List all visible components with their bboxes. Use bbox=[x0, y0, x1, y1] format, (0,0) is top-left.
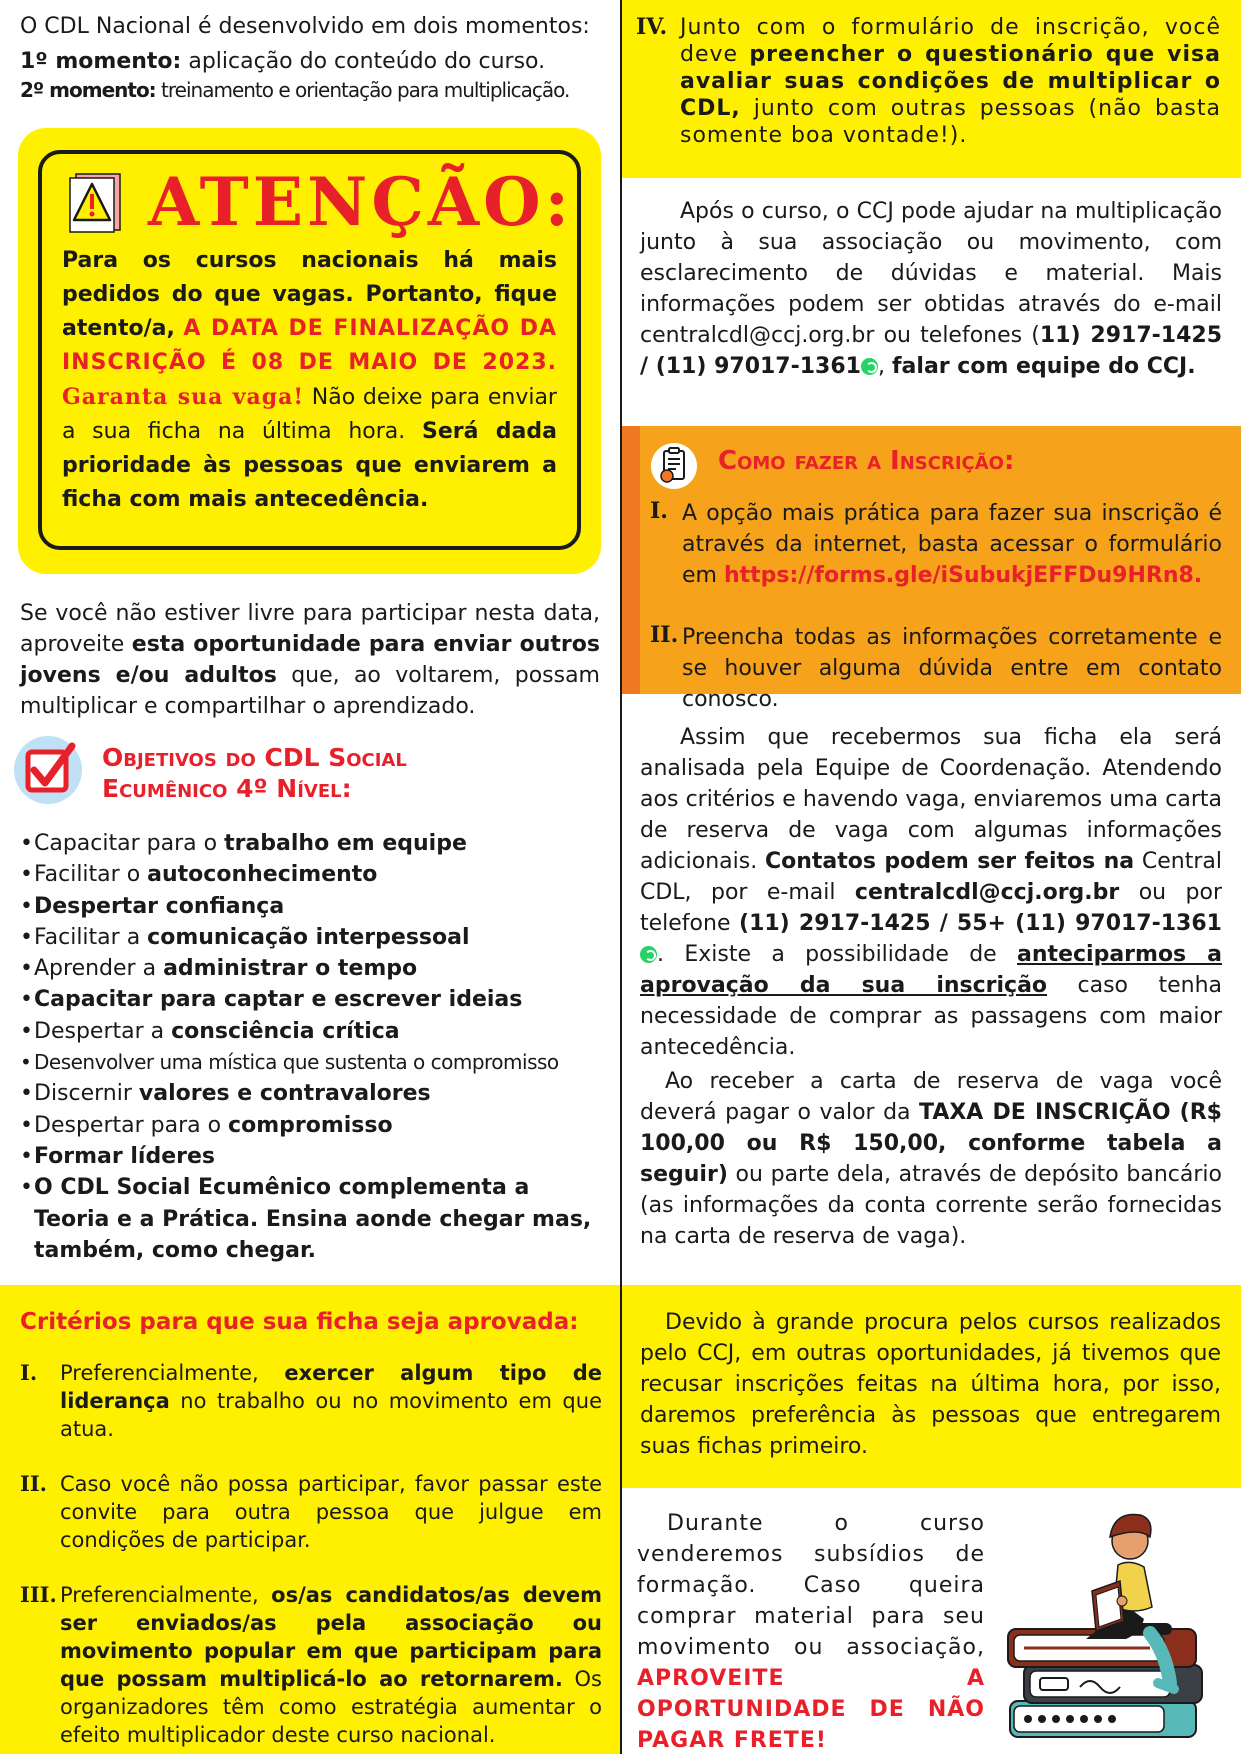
review-paragraph: Assim que recebermos sua ficha ela será analisada pela Equipe de Coordenação. Atendendo aos critérios e havendo vaga, enviaremos uma carta de reserva de vaga com algumas informações adicionais. Contatos podem ser feitos na Central CDL, por e-mail centralcdl@ccj.org.br ou por telefone (11) 2917-1425 / 55+ (11) 97017-1361. Existe a possibilidade de anteciparmos a aprovação da sua inscrição caso tenha necessidade de comprar as passagens com maior antecedência. bbox=[640, 725, 1223, 1060]
objective-item: • Despertar a consciência crítica bbox=[20, 1016, 605, 1047]
objective-item: • Despertar para o compromisso bbox=[20, 1110, 605, 1141]
registration-form-link[interactable]: https://forms.gle/iSubukjEFFDu9HRn8. bbox=[723, 563, 1203, 588]
criteria-item: I. Preferencialmente, exercer algum tipo de liderança no trabalho ou no movimento em que atua. bbox=[20, 1360, 602, 1441]
objective-item: • Facilitar a comunicação interpessoal bbox=[20, 922, 605, 953]
form-icon bbox=[650, 442, 698, 490]
book-reader-illustration bbox=[1000, 1505, 1228, 1743]
how-step-2: II. Preencha todas as informações corretamente e se houver alguma dúvida entre em contato conosco. bbox=[650, 622, 1222, 712]
how-step-1: I. A opção mais prática para fazer sua inscrição é através da internet, basta acessar o formulário em https://forms.gle/iSubukjEFFDu9HRn8. bbox=[650, 498, 1222, 588]
criteria-item: III. Preferencialmente, os/as candidatos/as devem ser enviados/as pela associação ou movimento popular em que participam para que possam multiplicá-lo ao retornarem. Os organizadores têm como estratégia aumentar o efeito multiplicador deste curso nacional. bbox=[20, 1582, 602, 1747]
check-icon bbox=[12, 734, 84, 806]
objectives-title: Objetivos do CDL Social Ecumênico 4º Nível: bbox=[102, 743, 407, 803]
free-text-paragraph: Se você não estiver livre para participar nesta data, aproveite esta oportunidade para enviar outros jovens e/ou adultos que, ao voltarem, possam multiplicar e compartilhar o aprendizado. bbox=[20, 601, 600, 719]
attention-body: Para os cursos nacionais há mais pedidos do que vagas. Portanto, fique atento/a, A DATA DE FINALIZAÇÃO DA INSCRIÇÃO É 08 DE MAIO DE 2023. Garanta sua vaga! Não deixe para enviar a sua ficha na última hora. Será dada prioridade às pessoas que enviarem a ficha com mais antecedência. bbox=[62, 248, 557, 512]
deadline-text: A DATA DE FINALIZAÇÃO DA INSCRIÇÃO É 08 DE MAIO DE 2023. bbox=[62, 316, 557, 375]
objective-item: • Capacitar para captar e escrever ideias bbox=[20, 984, 605, 1015]
objective-item: • Desenvolver uma mística que sustenta o compromisso bbox=[20, 1047, 605, 1078]
guarantee-text: Garanta sua vaga! bbox=[62, 384, 305, 410]
moment-2: 2º momento: treinamento e orientação para multiplicação. bbox=[20, 78, 570, 102]
objective-item: • Despertar confiança bbox=[20, 891, 605, 922]
sale-paragraph: Durante o curso venderemos subsídios de formação. Caso queira comprar material para seu movimento ou associação, APROVEITE A OPORTUNIDADE DE NÃO PAGAR FRETE! bbox=[637, 1511, 985, 1753]
step-iv-text: Junto com o formulário de inscrição, você deve preencher o questionário que visa avaliar suas condições de multiplicar o CDL, junto com outras pessoas (não basta somente boa vontade!). bbox=[680, 15, 1221, 148]
objective-item: • Capacitar para o trabalho em equipe bbox=[20, 828, 605, 859]
payment-paragraph: Ao receber a carta de reserva de vaga você deverá pagar o valor da TAXA DE INSCRIÇÃO (R$ 100,00 ou R$ 150,00, conforme tabela a seguir) ou parte dela, através de depósito bancário (as informações da conta corrente serão fornecidas na carta de reserva de vaga). bbox=[640, 1069, 1222, 1249]
objective-item: • Discernir valores e contravalores bbox=[20, 1078, 605, 1109]
contact-email[interactable]: centralcdl@ccj.org.br bbox=[854, 880, 1120, 905]
intro-section bbox=[20, 12, 605, 105]
attention-frame bbox=[38, 150, 581, 550]
demand-box bbox=[622, 1285, 1241, 1488]
how-to-register-title: Como fazer a Inscrição: bbox=[718, 446, 1015, 476]
objectives-header bbox=[12, 734, 602, 810]
objective-item: • Facilitar o autoconhecimento bbox=[20, 859, 605, 890]
warning-icon bbox=[66, 172, 124, 234]
objectives-list bbox=[20, 828, 605, 1266]
attention-box bbox=[18, 128, 601, 574]
how-stripe bbox=[622, 426, 640, 694]
step-iv-box bbox=[622, 0, 1241, 178]
moment-1: 1º momento: aplicação do conteúdo do curso. bbox=[20, 49, 546, 74]
after-course-paragraph: Após o curso, o CCJ pode ajudar na multiplicação junto à sua associação ou movimento, com esclarecimento de dúvidas e material. Mais informações podem ser obtidas através do e-mail centralcdl@ccj.org.br ou telefones (11) 2917-1425 / (11) 97017-1361 , falar com equipe do CCJ. bbox=[640, 199, 1222, 379]
whatsapp-icon bbox=[861, 358, 878, 375]
whatsapp-icon bbox=[640, 946, 657, 963]
attention-title: ATENÇÃO: bbox=[148, 163, 573, 241]
step-number: IV. bbox=[636, 14, 668, 40]
intro-line: O CDL Nacional é desenvolvido em dois momentos: bbox=[20, 14, 590, 39]
column-divider bbox=[620, 0, 622, 1754]
demand-text: Devido à grande procura pelos cursos realizados pelo CCJ, em outras oportunidades, já tivemos que recusar inscrições feitas na última hora, por isso, daremos preferência às pessoas que entregarem suas fichas primeiro. bbox=[640, 1310, 1221, 1459]
objective-item: • Formar líderes bbox=[20, 1141, 605, 1172]
criteria-item: II. Caso você não possa participar, favor passar este convite para outra pessoa que julgue em condições de participar. bbox=[20, 1471, 602, 1552]
objective-item: • O CDL Social Ecumênico complementa a Teoria e a Prática. Ensina aonde chegar mas, também, como chegar. bbox=[20, 1172, 605, 1266]
criteria-section bbox=[0, 1285, 620, 1754]
how-to-register-box bbox=[622, 426, 1241, 712]
criteria-title: Critérios para que sua ficha seja aprovada: bbox=[20, 1309, 579, 1335]
objective-item: • Aprender a administrar o tempo bbox=[20, 953, 605, 984]
